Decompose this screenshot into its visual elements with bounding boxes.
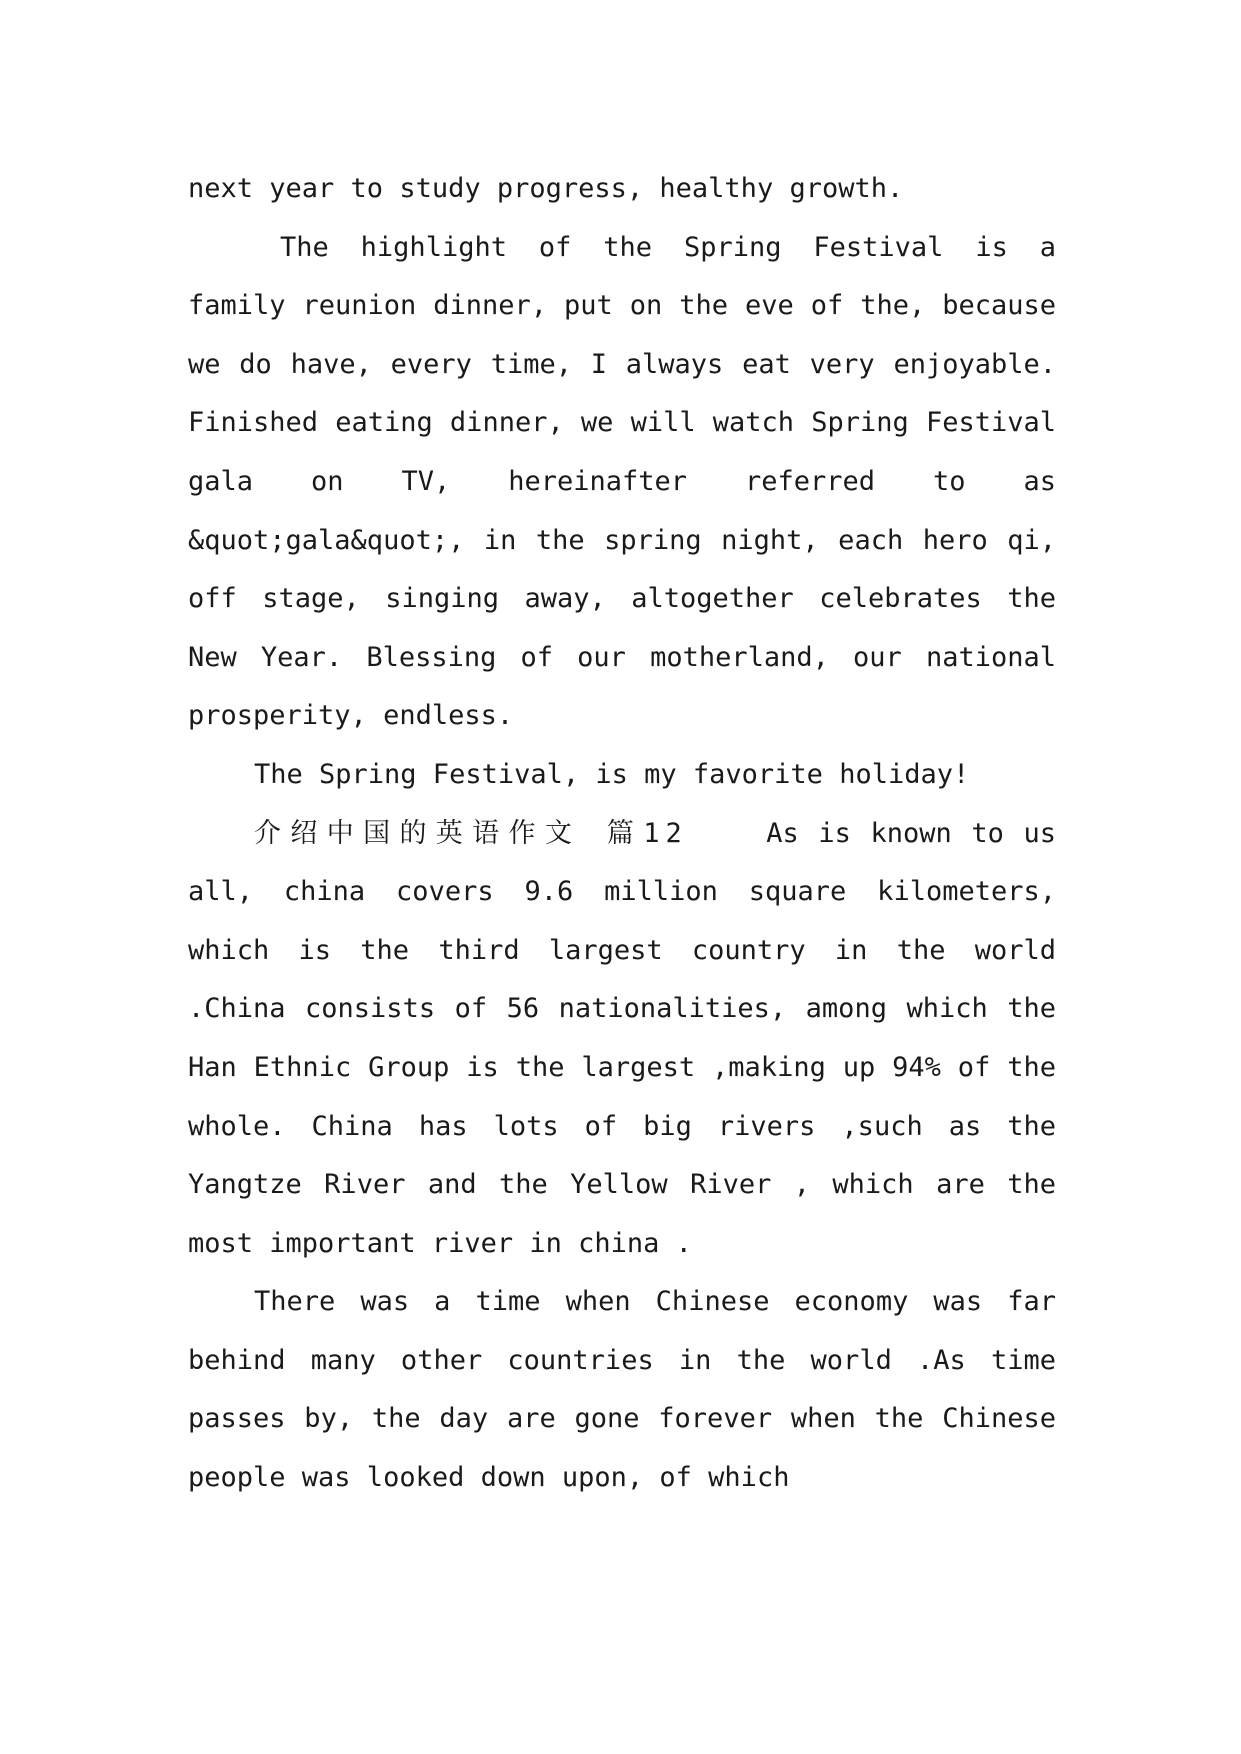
paragraph-2: The highlight of the Spring Festival is a family reunion dinner, put on the eve of the, because we do have, every time, I always eat very enjoyable. Finished eating dinner, we will watch Spring Festival gala on TV, hereinafter referred to as &quot;gala&quot;, in the spring night, each hero qi, off stage, singing away, altogether celebrates the New Year. Blessing of our motherland, our national prosperity, endless. bbox=[188, 231, 1056, 732]
document-body bbox=[188, 160, 1056, 1508]
paragraph-3: The Spring Festival, is my favorite holiday! bbox=[254, 758, 970, 790]
essay-heading: 介绍中国的英语作文 篇12 bbox=[254, 817, 688, 849]
paragraph-5: There was a time when Chinese economy was far behind many other countries in the world .As time passes by, the day are gone forever when the Chinese people was looked down upon, of which bbox=[188, 1286, 1056, 1494]
paragraph-4-text: As is known to us all, china covers 9.6 million square kilometers, which is the third largest country in the world .China consists of 56 nationalities, among which the Han Ethnic Group is the largest ,making up 94% of the whole. China has lots of big rivers ,such as the Yangtze River and the Yellow River , which are the most important river in china . bbox=[188, 817, 1057, 1259]
paragraph-4 bbox=[188, 805, 1056, 1274]
paragraph-1: next year to study progress, healthy growth. bbox=[188, 173, 904, 204]
